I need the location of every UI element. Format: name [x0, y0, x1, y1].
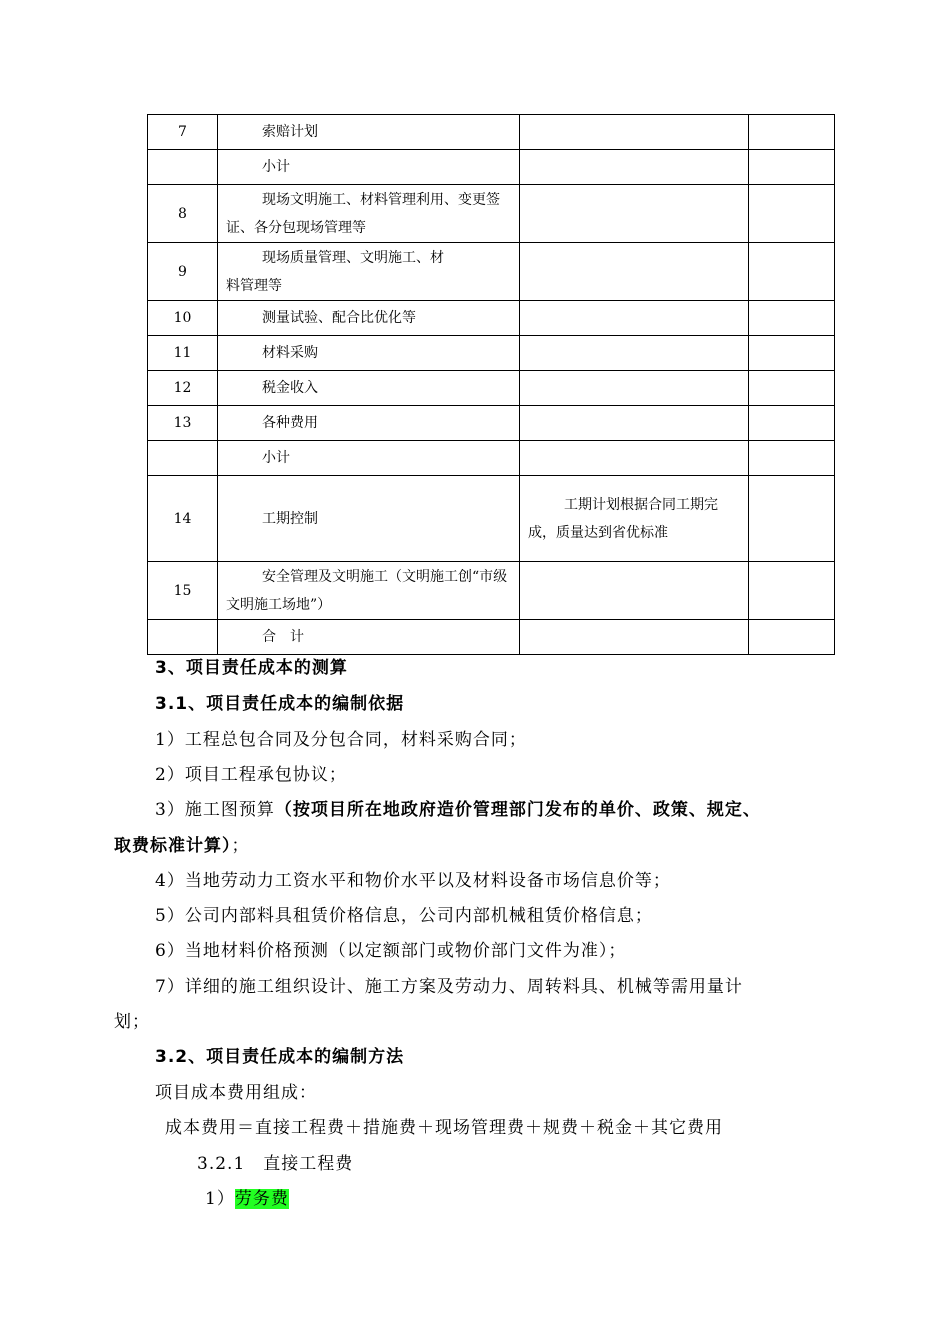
row-note [520, 620, 749, 655]
row-number [148, 620, 218, 655]
row-number: 12 [148, 371, 218, 406]
row-note [520, 441, 749, 476]
table-row [148, 185, 835, 243]
table-row [148, 243, 835, 301]
row-item: 索赔计划 [262, 124, 318, 140]
basis-item-6: 6）当地材料价格预测（以定额部门或物价部门文件为准）； [155, 941, 627, 961]
item-labor-cost [205, 1187, 289, 1211]
table-row [148, 441, 835, 476]
row-blank [749, 476, 835, 562]
cost-composition-intro: 项目成本费用组成： [155, 1083, 317, 1103]
row-note [520, 406, 749, 441]
row-number: 9 [148, 243, 218, 301]
row-note [520, 371, 749, 406]
row-item: 现场质量管理、文明施工、材料管理等 [226, 249, 444, 294]
section-heading-3: 3、项目责任成本的测算 [155, 658, 348, 678]
section-heading-3-2: 3.2、项目责任成本的编制方法 [155, 1047, 405, 1067]
section-heading-3-2-1: 3.2.1 直接工程费 [197, 1154, 354, 1174]
basis-item-3-bold: （按项目所在地政府造价管理部门发布的单价、政策、规定、 [274, 800, 761, 820]
basis-item-7: 7）详细的施工组织设计、施工方案及劳动力、周转料具、机械等需用量计 [155, 977, 743, 997]
row-item: 材料采购 [262, 345, 318, 361]
row-note [520, 336, 749, 371]
table-row [148, 620, 835, 655]
basis-item-3 [155, 798, 761, 822]
labor-cost-highlight: 劳务费 [234, 1189, 289, 1209]
basis-item-5: 5）公司内部料具租赁价格信息，公司内部机械租赁价格信息； [155, 906, 653, 926]
basis-item-1: 1）工程总包合同及分包合同，材料采购合同； [155, 730, 527, 750]
row-number: 10 [148, 301, 218, 336]
basis-item-3-end: ； [231, 836, 250, 856]
basis-item-2: 2）项目工程承包协议； [155, 765, 347, 785]
basis-item-3-lead: 3）施工图预算 [155, 800, 275, 820]
row-blank [749, 150, 835, 185]
cost-table [147, 114, 835, 655]
row-blank [749, 301, 835, 336]
table-row [148, 301, 835, 336]
row-number: 13 [148, 406, 218, 441]
row-note [520, 243, 749, 301]
row-blank [749, 336, 835, 371]
item-labor-cost-number: 1） [205, 1189, 235, 1209]
row-item: 合 计 [262, 629, 304, 645]
row-note [520, 301, 749, 336]
row-note [520, 150, 749, 185]
row-number: 7 [148, 115, 218, 150]
row-number [148, 441, 218, 476]
basis-item-3-bold-cont: 取费标准计算） [114, 836, 232, 856]
row-note: 工期计划根据合同工期完成，质量达到省优标准 [528, 496, 718, 541]
basis-item-4: 4）当地劳动力工资水平和物价水平以及材料设备市场信息价等； [155, 871, 671, 891]
row-blank [749, 185, 835, 243]
row-item: 各种费用 [262, 415, 318, 431]
basis-item-3-cont [114, 834, 250, 858]
row-blank [749, 406, 835, 441]
row-blank [749, 115, 835, 150]
row-item: 小计 [262, 159, 290, 175]
table-row [148, 150, 835, 185]
row-note [520, 115, 749, 150]
cost-formula: 成本费用＝直接工程费＋措施费＋现场管理费＋规费＋税金＋其它费用 [165, 1118, 723, 1138]
row-item: 税金收入 [262, 380, 318, 396]
row-note [520, 562, 749, 620]
row-blank [749, 562, 835, 620]
row-item: 测量试验、配合比优化等 [262, 310, 416, 326]
table-row [148, 371, 835, 406]
table-row [148, 336, 835, 371]
row-number [148, 150, 218, 185]
row-note [520, 185, 749, 243]
row-item: 安全管理及文明施工（文明施工创“市级文明施工场地”） [226, 568, 508, 613]
table-row [148, 115, 835, 150]
basis-item-7-cont: 划； [114, 1012, 150, 1032]
table-row [148, 562, 835, 620]
row-number: 15 [148, 562, 218, 620]
table-row [148, 406, 835, 441]
row-number: 14 [148, 476, 218, 562]
row-blank [749, 371, 835, 406]
row-item: 工期控制 [262, 510, 318, 527]
row-item: 现场文明施工、材料管理利用、变更签证、各分包现场管理等 [226, 191, 500, 236]
row-blank [749, 620, 835, 655]
row-item: 小计 [262, 450, 290, 466]
row-number: 11 [148, 336, 218, 371]
table-row [148, 476, 835, 562]
row-blank [749, 243, 835, 301]
row-blank [749, 441, 835, 476]
section-heading-3-1: 3.1、项目责任成本的编制依据 [155, 694, 405, 714]
row-number: 8 [148, 185, 218, 243]
